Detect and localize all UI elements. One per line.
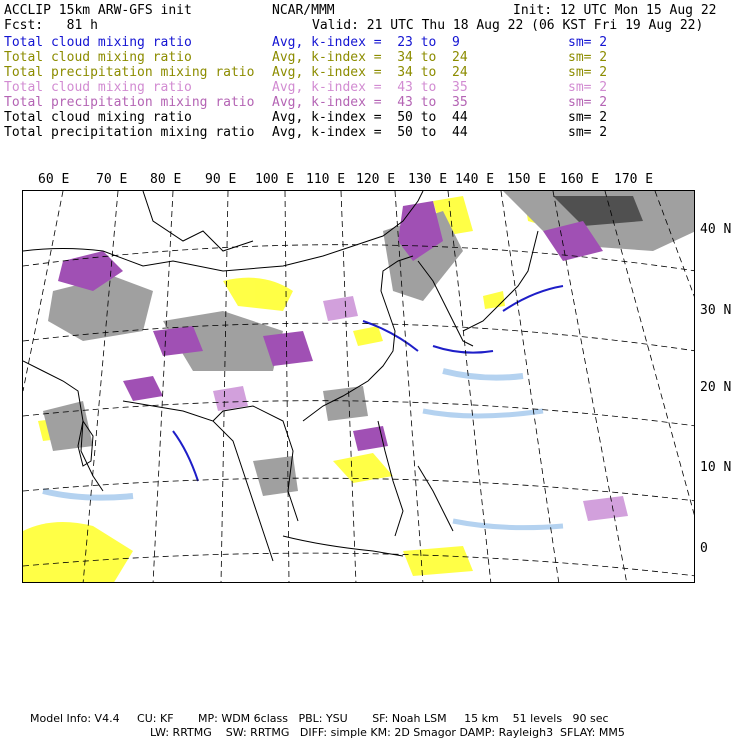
field-avg: Avg, k-index = 43 to 35 <box>272 95 468 110</box>
center-label: NCAR/MMM <box>272 3 335 18</box>
field-sm: sm= 2 <box>568 80 608 95</box>
field-name: Total precipitation mixing ratio <box>4 125 255 140</box>
yellow-cloud-patches <box>23 191 583 583</box>
valid-time: Valid: 21 UTC Thu 18 Aug 22 (06 KST Fri 19 Aug 22) <box>312 18 704 33</box>
lat-label: 20 N <box>700 380 732 395</box>
lon-label: 90 E <box>205 172 237 187</box>
lon-label: 160 E <box>560 172 600 187</box>
model-info: Model Info: V4.4 CU: KF MP: WDM 6class PBL: YSU SF: Noah LSM 15 km 51 levels 90 sec <box>30 712 609 725</box>
field-name: Total precipitation mixing ratio <box>4 95 255 110</box>
lon-label: 150 E <box>507 172 547 187</box>
field-sm: sm= 2 <box>568 65 608 80</box>
lat-label: 0 <box>700 541 708 556</box>
field-avg: Avg, k-index = 50 to 44 <box>272 125 468 140</box>
forecast-hour: Fcst: 81 h <box>4 18 98 33</box>
lon-label: 120 E <box>356 172 396 187</box>
lat-label: 30 N <box>700 303 732 318</box>
field-avg: Avg, k-index = 34 to 24 <box>272 65 468 80</box>
field-avg: Avg, k-index = 34 to 24 <box>272 50 468 65</box>
lon-label: 130 E <box>408 172 448 187</box>
model-title: ACCLIP 15km ARW-GFS init <box>4 3 192 18</box>
field-name: Total cloud mixing ratio <box>4 35 192 50</box>
field-sm: sm= 2 <box>568 50 608 65</box>
lon-label: 60 E <box>38 172 70 187</box>
lon-label: 100 E <box>255 172 295 187</box>
field-avg: Avg, k-index = 23 to 9 <box>272 35 460 50</box>
lon-label: 70 E <box>96 172 128 187</box>
field-sm: sm= 2 <box>568 95 608 110</box>
lon-label: 110 E <box>306 172 346 187</box>
map-canvas <box>23 191 695 583</box>
field-sm: sm= 2 <box>568 35 608 50</box>
field-name: Total cloud mixing ratio <box>4 110 192 125</box>
field-name: Total cloud mixing ratio <box>4 50 192 65</box>
field-name: Total cloud mixing ratio <box>4 80 192 95</box>
field-sm: sm= 2 <box>568 125 608 140</box>
lat-label: 40 N <box>700 222 732 237</box>
lon-label: 170 E <box>614 172 654 187</box>
lon-label: 140 E <box>455 172 495 187</box>
field-avg: Avg, k-index = 43 to 35 <box>272 80 468 95</box>
physics-info: LW: RRTMG SW: RRTMG DIFF: simple KM: 2D Smagor DAMP: Rayleigh3 SFLAY: MM5 <box>150 726 625 739</box>
init-time: Init: 12 UTC Mon 15 Aug 22 <box>513 3 717 18</box>
lon-label: 80 E <box>150 172 182 187</box>
lat-label: 10 N <box>700 460 732 475</box>
field-name: Total precipitation mixing ratio <box>4 65 255 80</box>
map-panel <box>22 190 695 583</box>
field-avg: Avg, k-index = 50 to 44 <box>272 110 468 125</box>
field-sm: sm= 2 <box>568 110 608 125</box>
